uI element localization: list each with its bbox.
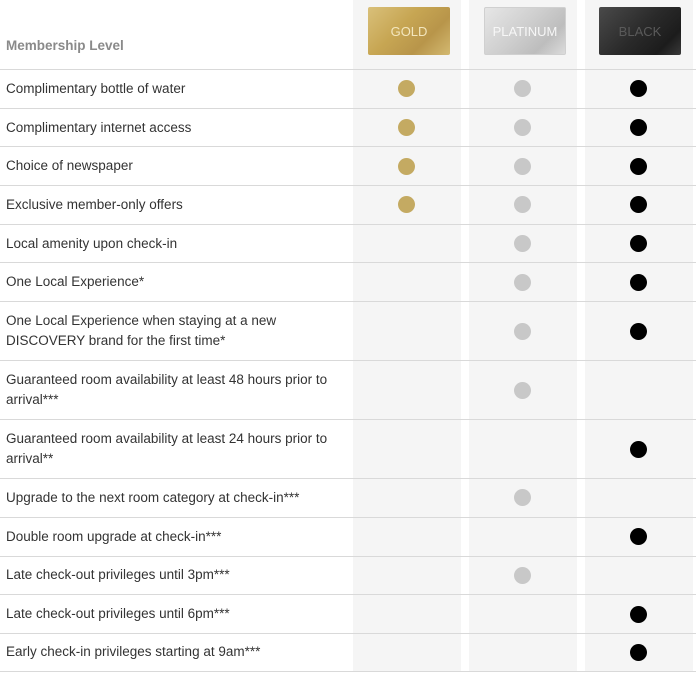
platinum-included-dot-icon bbox=[514, 119, 531, 136]
platinum-included-dot-icon bbox=[514, 80, 531, 97]
benefit-label: Complimentary internet access bbox=[6, 119, 192, 135]
benefit-label: Late check-out privileges until 3pm*** bbox=[6, 567, 230, 583]
gold-included-dot-icon bbox=[398, 119, 415, 136]
black-included-dot-icon bbox=[630, 119, 647, 136]
platinum-included-dot-icon bbox=[514, 158, 531, 175]
gold-included-dot-icon bbox=[398, 158, 415, 175]
platinum-included-dot-icon bbox=[514, 567, 531, 584]
black-included-dot-icon bbox=[630, 235, 647, 252]
membership-level-heading: Membership Level bbox=[6, 38, 124, 53]
table-row bbox=[0, 633, 696, 672]
black-included-dot-icon bbox=[630, 606, 647, 623]
table-header bbox=[0, 0, 696, 69]
black-included-dot-icon bbox=[630, 644, 647, 661]
benefit-label: Guaranteed room availability at least 24 hours prior to arrival** bbox=[6, 431, 328, 467]
benefit-label: One Local Experience* bbox=[6, 274, 145, 290]
table-row bbox=[0, 360, 696, 419]
black-included-dot-icon bbox=[630, 323, 647, 340]
benefit-label: Choice of newspaper bbox=[6, 158, 133, 174]
black-card: BLACK bbox=[599, 7, 681, 55]
platinum-included-dot-icon bbox=[514, 489, 531, 506]
table-row bbox=[0, 146, 696, 185]
platinum-included-dot-icon bbox=[514, 274, 531, 291]
black-included-dot-icon bbox=[630, 80, 647, 97]
table-row bbox=[0, 185, 696, 224]
black-included-dot-icon bbox=[630, 274, 647, 291]
platinum-included-dot-icon bbox=[514, 323, 531, 340]
table-row bbox=[0, 419, 696, 478]
black-included-dot-icon bbox=[630, 196, 647, 213]
platinum-included-dot-icon bbox=[514, 235, 531, 252]
gold-card: GOLD bbox=[368, 7, 450, 55]
table-row bbox=[0, 108, 696, 147]
benefit-label: Double room upgrade at check-in*** bbox=[6, 528, 222, 544]
benefit-label: Upgrade to the next room category at check-in*** bbox=[6, 489, 300, 505]
gold-included-dot-icon bbox=[398, 196, 415, 213]
table-row bbox=[0, 594, 696, 633]
table-row bbox=[0, 69, 696, 108]
table-row bbox=[0, 224, 696, 263]
benefit-label: Local amenity upon check-in bbox=[6, 235, 178, 251]
platinum-included-dot-icon bbox=[514, 196, 531, 213]
black-included-dot-icon bbox=[630, 158, 647, 175]
benefit-label: Complimentary bottle of water bbox=[6, 80, 186, 96]
benefit-label: Guaranteed room availability at least 48 hours prior to arrival*** bbox=[6, 372, 328, 408]
table-row bbox=[0, 556, 696, 595]
benefit-label: Exclusive member-only offers bbox=[6, 196, 183, 212]
gold-included-dot-icon bbox=[398, 80, 415, 97]
platinum-included-dot-icon bbox=[514, 382, 531, 399]
benefit-label: One Local Experience when staying at a new DISCOVERY brand for the first time* bbox=[6, 313, 277, 349]
benefits-table bbox=[0, 69, 696, 672]
black-included-dot-icon bbox=[630, 441, 647, 458]
table-row bbox=[0, 301, 696, 360]
benefit-label: Late check-out privileges until 6pm*** bbox=[6, 606, 230, 622]
platinum-card: PLATINUM bbox=[484, 7, 566, 55]
benefit-label: Early check-in privileges starting at 9am*** bbox=[6, 644, 261, 660]
black-included-dot-icon bbox=[630, 528, 647, 545]
table-row bbox=[0, 262, 696, 301]
table-row bbox=[0, 517, 696, 556]
table-row bbox=[0, 478, 696, 517]
